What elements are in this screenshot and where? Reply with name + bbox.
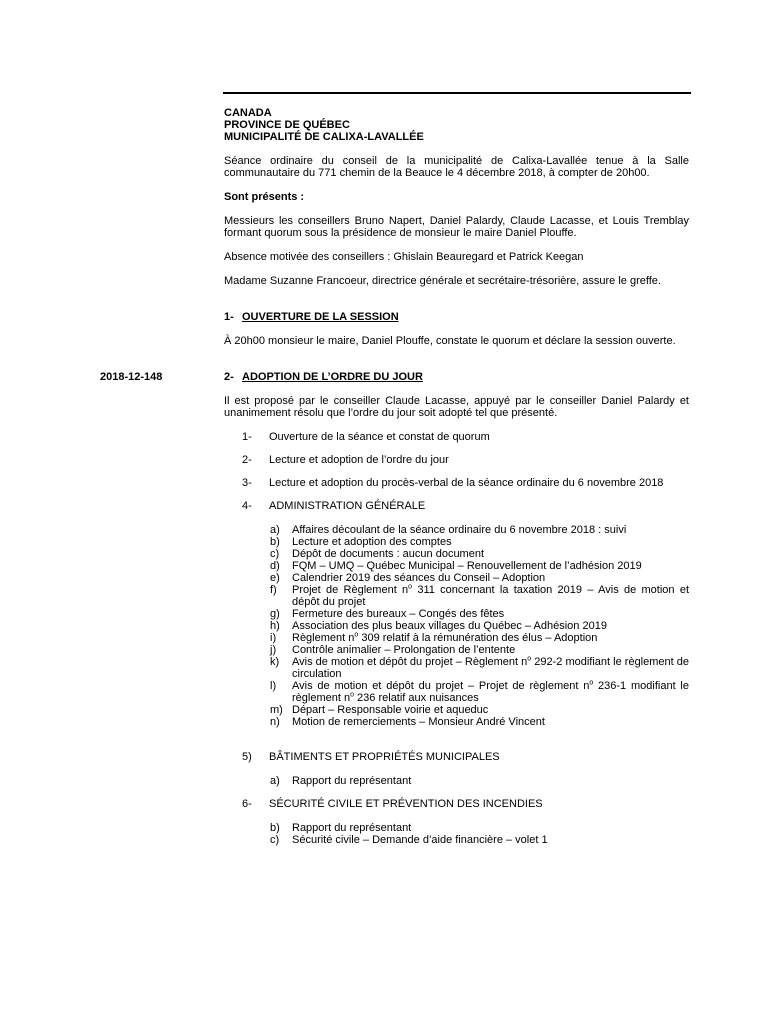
subitem-text bbox=[292, 632, 689, 644]
agenda-item-number: 2- bbox=[242, 454, 252, 466]
agenda-subitem bbox=[269, 632, 689, 644]
subitem-text bbox=[292, 656, 689, 680]
subitem-letter: a) bbox=[270, 524, 280, 536]
subitem-text: Rapport du représentant bbox=[292, 822, 412, 834]
agenda-subitem bbox=[269, 704, 689, 716]
agenda-item bbox=[224, 798, 689, 810]
agenda-subitem bbox=[269, 680, 689, 704]
agenda-subitem bbox=[269, 548, 689, 560]
subitem-superscript: o bbox=[350, 691, 354, 699]
subitem-superscript: o bbox=[589, 679, 594, 687]
header-province: PROVINCE DE QUÉBEC bbox=[224, 119, 350, 131]
present-title: Sont présents : bbox=[224, 191, 305, 203]
subitem-letter: b) bbox=[270, 536, 280, 548]
subitem-text: Affaires découlant de la séance ordinaire du 6 novembre 2018 : suivi bbox=[292, 524, 627, 536]
subitem-text: Calendrier 2019 des séances du Conseil – Adoption bbox=[292, 572, 546, 584]
subitem-letter: h) bbox=[270, 620, 280, 632]
agenda-subitem bbox=[269, 716, 689, 728]
agenda-list bbox=[224, 431, 689, 846]
subitem-text-part: 309 relatif à la rémunération des élus – Adoption bbox=[358, 632, 598, 644]
section-2-label: ADOPTION DE L’ORDRE DU JOUR bbox=[242, 371, 423, 383]
subitem-text: Association des plus beaux villages du Québec – Adhésion 2019 bbox=[292, 620, 607, 632]
subitem-letter: f) bbox=[270, 584, 277, 596]
agenda-item-number: 5) bbox=[242, 751, 252, 763]
agenda-item bbox=[224, 477, 689, 489]
subitem-letter: b) bbox=[270, 822, 280, 834]
section-1-paragraph: À 20h00 monsieur le maire, Daniel Plouffe, constate le quorum et déclare la session ouverte. bbox=[224, 335, 676, 347]
subitem-letter: a) bbox=[270, 775, 280, 787]
agenda-subitem bbox=[269, 584, 689, 608]
subitem-text: FQM – UMQ – Québec Municipal – Renouvellement de l’adhésion 2019 bbox=[292, 560, 642, 572]
subitem-text-part: 236-1 modifiant le règlement n bbox=[292, 680, 689, 704]
agenda-item-number: 1- bbox=[242, 431, 252, 443]
subitem-letter: n) bbox=[270, 716, 280, 728]
agenda-subitem bbox=[269, 775, 689, 787]
header-municipality: MUNICIPALITÉ DE CALIXA-LAVALLÉE bbox=[224, 131, 424, 143]
agenda-subitem bbox=[269, 608, 689, 620]
subitem-superscript: o bbox=[408, 583, 413, 591]
agenda-subitem bbox=[269, 560, 689, 572]
secretary-paragraph: Madame Suzanne Francoeur, directrice générale et secrétaire-trésorière, assure le greffe. bbox=[224, 275, 661, 287]
agenda-sublist-administration bbox=[269, 524, 689, 728]
subitem-text-part: 292-2 modifiant le règlement de circulation bbox=[292, 656, 689, 680]
agenda-sublist-civil-security bbox=[269, 822, 689, 846]
header-country: CANADA bbox=[224, 107, 272, 119]
agenda-subitem bbox=[269, 834, 689, 846]
present-paragraph: Messieurs les conseillers Bruno Napert, Daniel Palardy, Claude Lacasse, et Louis Tremblay formant quorum sous la présidence de monsieur le maire Daniel Plouffe. bbox=[224, 215, 689, 239]
subitem-text-part: Projet de Règlement n bbox=[292, 584, 409, 596]
section-2-number: 2- bbox=[224, 371, 234, 383]
minutes-content bbox=[100, 107, 689, 846]
subitem-text: Lecture et adoption des comptes bbox=[292, 536, 452, 548]
subitem-text: Sécurité civile – Demande d’aide financière – volet 1 bbox=[292, 834, 548, 846]
agenda-item-text: Lecture et adoption de l’ordre du jour bbox=[269, 454, 449, 466]
agenda-subitem bbox=[269, 524, 689, 536]
agenda-item-text: Lecture et adoption du procès-verbal de la séance ordinaire du 6 novembre 2018 bbox=[269, 477, 664, 489]
agenda-item-number: 6- bbox=[242, 798, 252, 810]
section-1-title bbox=[224, 311, 689, 323]
agenda-item-text: SÉCURITÉ CIVILE ET PRÉVENTION DES INCENDIES bbox=[269, 798, 543, 810]
agenda-item-number: 4- bbox=[242, 500, 252, 512]
subitem-text-part: Règlement n bbox=[292, 632, 355, 644]
section-2-title bbox=[100, 371, 689, 383]
subitem-text: Rapport du représentant bbox=[292, 775, 412, 787]
agenda-item bbox=[224, 500, 689, 512]
agenda-item-number: 3- bbox=[242, 477, 252, 489]
subitem-letter: g) bbox=[270, 608, 280, 620]
subitem-text bbox=[292, 680, 689, 704]
agenda-subitem bbox=[269, 644, 689, 656]
agenda-subitem bbox=[269, 572, 689, 584]
subitem-text-part: 311 concernant la taxation 2019 – Avis de motion et dépôt du projet bbox=[292, 584, 689, 608]
subitem-letter: k) bbox=[270, 656, 280, 668]
agenda-subitem bbox=[269, 620, 689, 632]
subitem-text: Fermeture des bureaux – Congés des fêtes bbox=[292, 608, 505, 620]
subitem-superscript: o bbox=[527, 655, 532, 663]
subitem-text bbox=[292, 584, 689, 608]
agenda-subitem bbox=[269, 656, 689, 680]
subitem-text: Départ – Responsable voirie et aqueduc bbox=[292, 704, 489, 716]
section-2-paragraph: Il est proposé par le conseiller Claude Lacasse, appuyé par le conseiller Daniel Palardy et unanimement résolu que l’ordre du jour soit adopté tel que présenté. bbox=[224, 395, 689, 419]
absence-paragraph: Absence motivée des conseillers : Ghislain Beauregard et Patrick Keegan bbox=[224, 251, 584, 263]
subitem-text-part: Avis de motion et dépôt du projet – Projet de règlement n bbox=[292, 680, 590, 692]
resolution-number: 2018-12-148 bbox=[100, 371, 163, 383]
agenda-subitem bbox=[269, 536, 689, 548]
header-rule bbox=[223, 92, 691, 94]
subitem-letter: m) bbox=[270, 704, 283, 716]
agenda-subitem bbox=[269, 822, 689, 834]
subitem-text-part: 236 relatif aux nuisances bbox=[354, 692, 479, 704]
subitem-letter: i) bbox=[270, 632, 277, 644]
subitem-text: Dépôt de documents : aucun document bbox=[292, 548, 485, 560]
subitem-letter: j) bbox=[270, 644, 277, 656]
agenda-sublist-buildings bbox=[269, 775, 689, 787]
subitem-letter: l) bbox=[270, 680, 277, 692]
section-1-number: 1- bbox=[224, 311, 234, 323]
subitem-text: Contrôle animalier – Prolongation de l’entente bbox=[292, 644, 516, 656]
agenda-item bbox=[224, 751, 689, 763]
subitem-letter: e) bbox=[270, 572, 280, 584]
subitem-text-part: Avis de motion et dépôt du projet – Règlement n bbox=[292, 656, 528, 668]
agenda-item bbox=[224, 431, 689, 443]
section-1-label: OUVERTURE DE LA SESSION bbox=[242, 311, 399, 323]
subitem-letter: c) bbox=[270, 834, 280, 846]
subitem-text: Motion de remerciements – Monsieur André Vincent bbox=[292, 716, 545, 728]
agenda-item-text: ADMINISTRATION GÉNÉRALE bbox=[269, 500, 426, 512]
subitem-superscript: o bbox=[354, 631, 359, 639]
agenda-item-text: Ouverture de la séance et constat de quorum bbox=[269, 431, 490, 443]
subitem-letter: c) bbox=[270, 548, 280, 560]
intro-paragraph: Séance ordinaire du conseil de la municipalité de Calixa-Lavallée tenue à la Salle communautaire du 771 chemin de la Beauce le 4 décembre 2018, à compter de 20h00. bbox=[224, 155, 689, 179]
agenda-item bbox=[224, 454, 689, 466]
agenda-item-text: BÂTIMENTS ET PROPRIÉTÉS MUNICIPALES bbox=[269, 751, 500, 763]
subitem-letter: d) bbox=[270, 560, 280, 572]
